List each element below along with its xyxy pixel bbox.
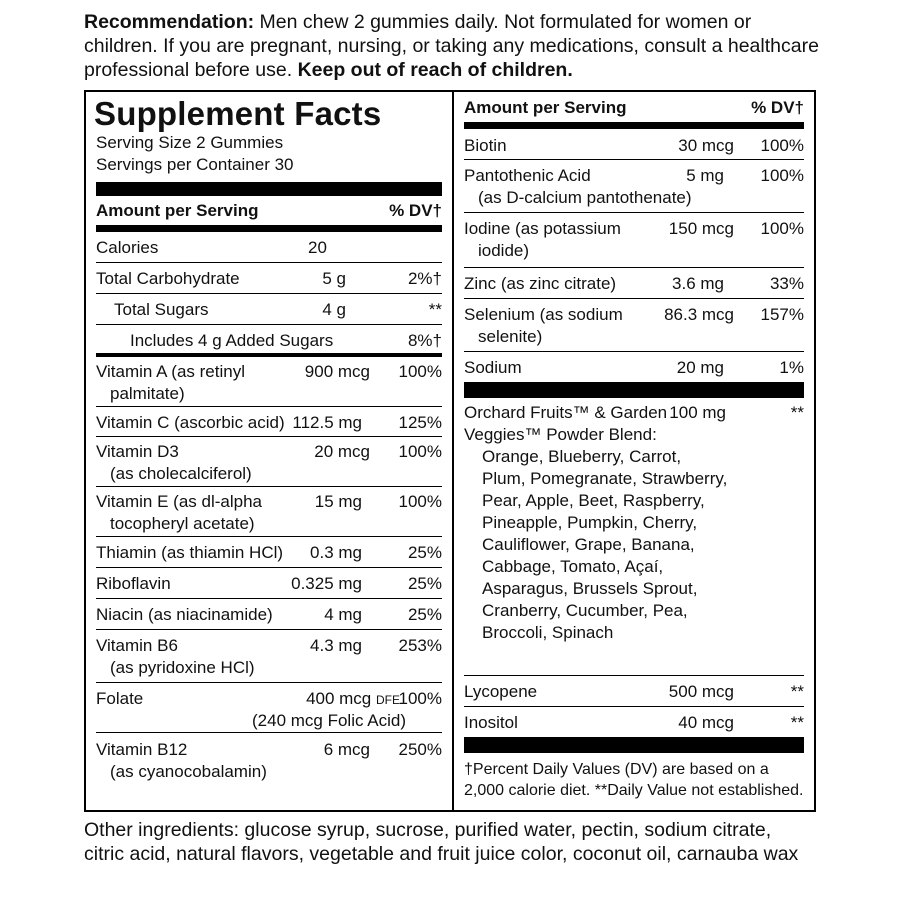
nutrient-name: Vitamin C (ascorbic acid) [96,413,285,432]
nutrient-dv: 100% [398,492,442,511]
dv-footnote: †Percent Daily Values (DV) are based on a 2,000 calorie diet. **Daily Value not established. [464,761,804,799]
nutrient-row [464,129,804,160]
nutrient-name: Pantothenic Acid (as D-calcium pantothenate) [464,166,692,207]
nutrient-row [96,294,442,325]
nutrient-dv: 157% [760,305,804,324]
nutrient-name: Total Carbohydrate [96,269,240,288]
nutrient-row [96,487,442,537]
blend-row [464,398,804,676]
nutrient-amount: 3.6 mg [672,274,724,293]
nutrient-row [464,676,804,707]
nutrient-name: Calories [96,238,159,257]
dv-header: % DV† [389,201,442,220]
nutrient-amount: 86.3 mcg [664,305,734,324]
dfe-unit: DFE [376,693,400,707]
nutrient-row [96,232,442,263]
amount-header-row [464,92,804,122]
supplement-facts-right-panel [452,90,816,812]
blend-amount: 100 mg [669,403,726,422]
nutrient-name: Includes 4 g Added Sugars [130,331,334,350]
divider-medium [96,225,442,232]
nutrient-amount: 40 mcg [678,713,734,732]
nutrient-dv: 25% [407,605,442,624]
nutrient-amount: 900 mcg [304,362,370,381]
nutrient-name: Vitamin B12 (as cyanocobalamin) [96,740,267,781]
other-ingredients: Other ingredients: glucose syrup, sucrose, purified water, pectin, sodium citrate, citric acid, natural flavors, vegetable and fruit juice color, coconut oil, carnauba wax [84,819,799,865]
nutrient-dv: 100% [398,362,442,381]
nutrient-name: Riboflavin [96,574,171,593]
nutrient-row [464,213,804,268]
nutrient-amount: 30 mcg [678,136,734,155]
nutrient-amount: 112.5 mg [292,413,362,432]
nutrient-amount: 6 mcg [323,740,370,759]
nutrient-dv: 253% [398,636,442,655]
nutrient-row [96,630,442,683]
nutrient-row [96,683,442,733]
nutrient-amount: 150 mcg [668,219,734,238]
nutrient-amount: 20 mcg [314,442,370,461]
nutrient-dv: 1% [779,358,804,377]
recommendation-text [84,10,824,82]
folic-acid-note: (240 mcg Folic Acid) [252,711,406,730]
servings-per-container: Servings per Container 30 [96,155,294,174]
nutrient-row [96,263,442,294]
nutrient-dv: 100% [760,136,804,155]
nutrient-row [96,437,442,487]
nutrient-row [96,407,442,437]
nutrient-name: Niacin (as niacinamide) [96,605,273,624]
divider-thick [464,737,804,753]
nutrient-amount: 400 mcg DFE [306,689,400,708]
nutrient-amount: 4.3 mg [310,636,362,655]
nutrient-dv: ** [790,682,804,701]
amount-header: Amount per Serving [96,201,259,220]
nutrient-row [464,268,804,299]
nutrient-row [464,707,804,737]
nutrient-amount: 5 g [322,269,346,288]
nutrient-dv: 125% [398,413,442,432]
nutrient-dv: 250% [398,740,442,759]
nutrient-dv: 100% [760,166,804,185]
nutrient-amount: 0.325 mg [291,574,362,593]
nutrient-row [464,299,804,352]
nutrient-row [96,733,442,783]
warning-text: Keep out of reach of children. [297,59,573,81]
recommendation-label: Recommendation: [84,11,255,33]
blend-name: Orchard Fruits™ & Garden Veggies™ Powder Blend: Orange, Blueberry, Carrot, Plum, Pomegranate, Strawberry, Pear, Apple, Beet, Raspberry, Pineapple, Pumpkin, Cherry, Cauliflower, Grape, Banana, Cabbage, Tomato, Açaí, Asparagus, Brussels Sprout, Cranberry, Cucumber, Pea, Broccoli, Spinach [464,403,728,642]
nutrient-name: Folate [96,689,144,708]
nutrient-name: Vitamin B6 (as pyridoxine HCl) [96,636,255,677]
nutrient-dv: ** [428,300,442,319]
amount-header-row [96,196,442,225]
nutrient-name: Vitamin D3 (as cholecalciferol) [96,442,252,483]
divider-thick [96,182,442,196]
nutrient-row [96,599,442,630]
nutrient-amount: 15 mg [314,492,362,511]
nutrient-row [464,160,804,213]
dv-header: % DV† [751,98,804,117]
nutrient-amount: 500 mcg [668,682,734,701]
nutrient-name: Biotin [464,136,507,155]
nutrient-row [96,568,442,599]
nutrient-dv: 2%† [407,269,442,288]
nutrient-name: Lycopene [464,682,538,701]
nutrient-name: Selenium (as sodium selenite) [464,305,623,346]
nutrient-amount: 5 mg [686,166,724,185]
nutrient-amount: 20 [308,238,327,257]
amount-header: Amount per Serving [464,98,627,117]
supplement-facts-left-panel [84,90,454,812]
nutrient-row [464,352,804,382]
nutrient-amount: 4 mg [324,605,362,624]
nutrient-row [96,325,442,353]
nutrient-dv: 25% [407,543,442,562]
nutrient-dv: 25% [407,574,442,593]
nutrient-name: Iodine (as potassium iodide) [464,219,621,260]
nutrient-name: Vitamin A (as retinyl palmitate) [96,362,245,403]
nutrient-name: Thiamin (as thiamin HCl) [96,543,284,562]
nutrient-name: Total Sugars [114,300,209,319]
nutrient-amount: 4 g [322,300,346,319]
divider-medium [464,122,804,129]
nutrient-name: Zinc (as zinc citrate) [464,274,617,293]
nutrient-row [96,357,442,407]
nutrient-dv: 100% [760,219,804,238]
supplement-facts-title: Supplement Facts [94,95,382,132]
nutrient-name: Sodium [464,358,522,377]
nutrient-row [96,537,442,568]
nutrient-dv: 100% [398,442,442,461]
serving-size: Serving Size 2 Gummies [96,133,284,152]
nutrient-name: Inositol [464,713,518,732]
nutrient-amount: 0.3 mg [310,543,362,562]
nutrient-dv: 100% [398,689,442,708]
nutrient-dv: ** [790,713,804,732]
nutrient-amount: 20 mg [676,358,724,377]
nutrient-dv: 8%† [407,331,442,350]
blend-dv: ** [790,403,804,422]
recommendation-body: Men chew 2 gummies daily. Not formulated for women or children. If you are pregnant, nursing, or taking any medications, consult a healthcare professional before use. [84,11,819,81]
nutrient-dv: 33% [769,274,804,293]
nutrient-name: Vitamin E (as dl-alpha tocopheryl acetate) [96,492,262,533]
divider-thick [464,382,804,398]
blend-ingredients: Orange, Blueberry, Carrot, Plum, Pomegranate, Strawberry, Pear, Apple, Beet, Raspberry, Pineapple, Pumpkin, Cherry, Cauliflower, Grape, Banana, Cabbage, Tomato, Açaí, Asparagus, Brussels Sprout, Cranberry, Cucumber, Pea, Broccoli, Spinach [482,447,728,642]
